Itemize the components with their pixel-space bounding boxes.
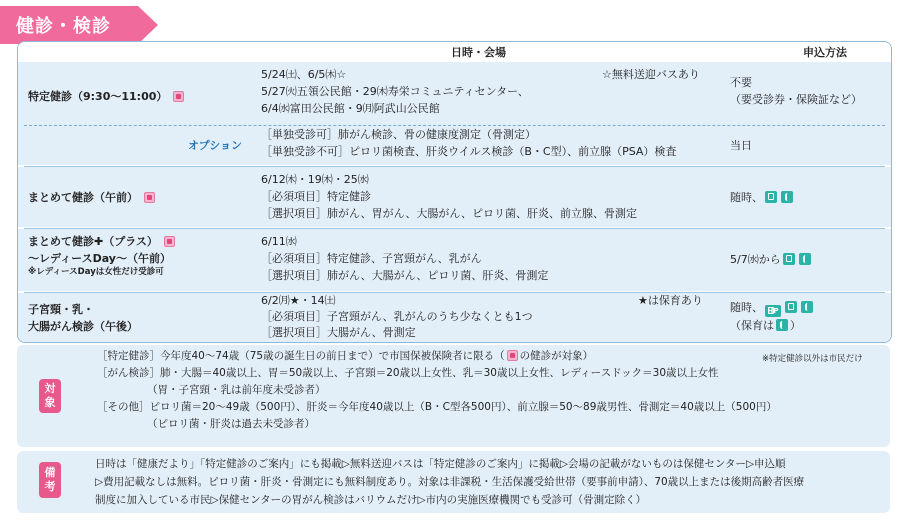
phone-icon (801, 301, 813, 313)
hp-icon: HP (765, 305, 781, 317)
table-row-shikyu (18, 293, 891, 342)
row-apply: 随時、 HP （保育は ） (730, 299, 815, 334)
section-title: 健診・検診 (16, 16, 111, 37)
header-datetime: 日時・会場 (451, 46, 506, 59)
target-tag: 対 象 (39, 379, 61, 413)
table-row-matomete (18, 167, 891, 227)
row-dates: 5/24㈯、6/5㈭☆ 5/27㈫五領公民館・29㈭寿栄コミュニティセンター、 6/4㈬富田公民館・9㈪阿武山公民館 (261, 68, 529, 115)
row-apply: 随時、 (730, 189, 795, 206)
row-apply: 5/7㈬から (730, 251, 813, 268)
ladies-note: ※レディースDayは女性だけ受診可 (28, 267, 164, 277)
row-name: まとめて健診（午前） (28, 189, 157, 206)
target-note: ※特定健診以外は市民だけ (762, 354, 863, 364)
target-section (17, 345, 890, 447)
table-header (18, 42, 891, 61)
row-name: 特定健診（9:30～11:00） (28, 88, 186, 105)
header-apply: 申込方法 (803, 46, 847, 59)
phone-icon (799, 253, 811, 265)
table-row-ladies (18, 229, 891, 291)
remarks-section (17, 451, 890, 513)
bus-note: ☆無料送迎バスあり (602, 68, 700, 81)
counter-icon (765, 191, 777, 203)
option-label: オプション (188, 139, 243, 152)
phone-icon (781, 191, 793, 203)
target-lines: ［特定健診］今年度40～74歳（75歳の誕生日の前日まで）で市国保被保険者に限る（ の健診が対象） ［がん検診］肺・大腸＝40歳以上、胃＝50歳以上、子宮頸＝20歳以上女性、乳＝30歳以上女性、レディースドック＝30歳以上女性 （胃・子宮頸・乳は前年度未受診者） ［その他］ピロリ菌＝20～49歳（500円）、肝炎＝今年度40歳以上（B・C型各500円）、前立腺＝50～89歳男性、骨測定＝40歳以上（500円） （ピロリ菌・肝炎は過去未受診者） (97, 350, 777, 430)
remarks-tag: 備 考 (39, 462, 61, 498)
option-items: ［単独受診可］肺がん検診、骨の健康度測定（骨測定） ［単独受診不可］ピロリ菌検査、肝炎ウイルス検診（B・C型）、前立腺（PSA）検査 (261, 128, 677, 158)
row-apply: 不要 （要受診券・保険証など） (730, 76, 862, 106)
checkup-table (17, 41, 892, 343)
row-dates: 6/11㈬ ［必須項目］特定健診、子宮頸がん、乳がん ［選択項目］肺がん、大腸がん、ピロリ菌、肝炎、骨測定 (261, 235, 549, 282)
row-name: まとめて健診✚（プラス） ～レディースDay～（午前） ※レディースDayは女性だけ受診可 (28, 233, 177, 278)
kokuho-icon (173, 91, 184, 102)
kokuho-icon (507, 350, 518, 361)
kokuho-icon (144, 192, 155, 203)
row-dates: 6/2㈪★・14㈯ ［必須項目］子宮頸がん、乳がんのうち少なくとも1つ ［選択項目］大腸がん、骨測定 (261, 294, 533, 339)
counter-icon (783, 253, 795, 265)
kokuho-icon (164, 236, 175, 247)
row-dates: 6/12㈭・19㈭・25㈬ ［必須項目］特定健診 ［選択項目］肺がん、胃がん、大腸がん、ピロリ菌、肝炎、前立腺、骨測定 (261, 173, 637, 220)
phone-icon (776, 319, 788, 331)
row-name: 子宮頸・乳・ 大腸がん検診（午後） (28, 303, 138, 333)
remarks-lines: 日時は「健康だより」「特定健診のご案内」にも掲載▷無料送迎バスは「特定健診のご案内」に掲載▷会場の記載がないものは保健センター▷申込順 ▷費用記載なしは無料。ピロリ菌・肝炎・骨測定にも無料制度あり。対象は非課税・生活保護受給世帯（要事前申請）、70歳以上または後期高齢者医療 制度に加入している市民▷保健センターの胃がん検診はバリウムだけ▷市内の実施医療機関でも受診可（骨測定除く） (95, 458, 805, 506)
table-row-tokutei (18, 62, 891, 165)
counter-icon (785, 301, 797, 313)
nursery-note: ★は保育あり (638, 294, 703, 307)
option-apply: 当日 (730, 139, 752, 152)
section-banner (0, 6, 158, 44)
